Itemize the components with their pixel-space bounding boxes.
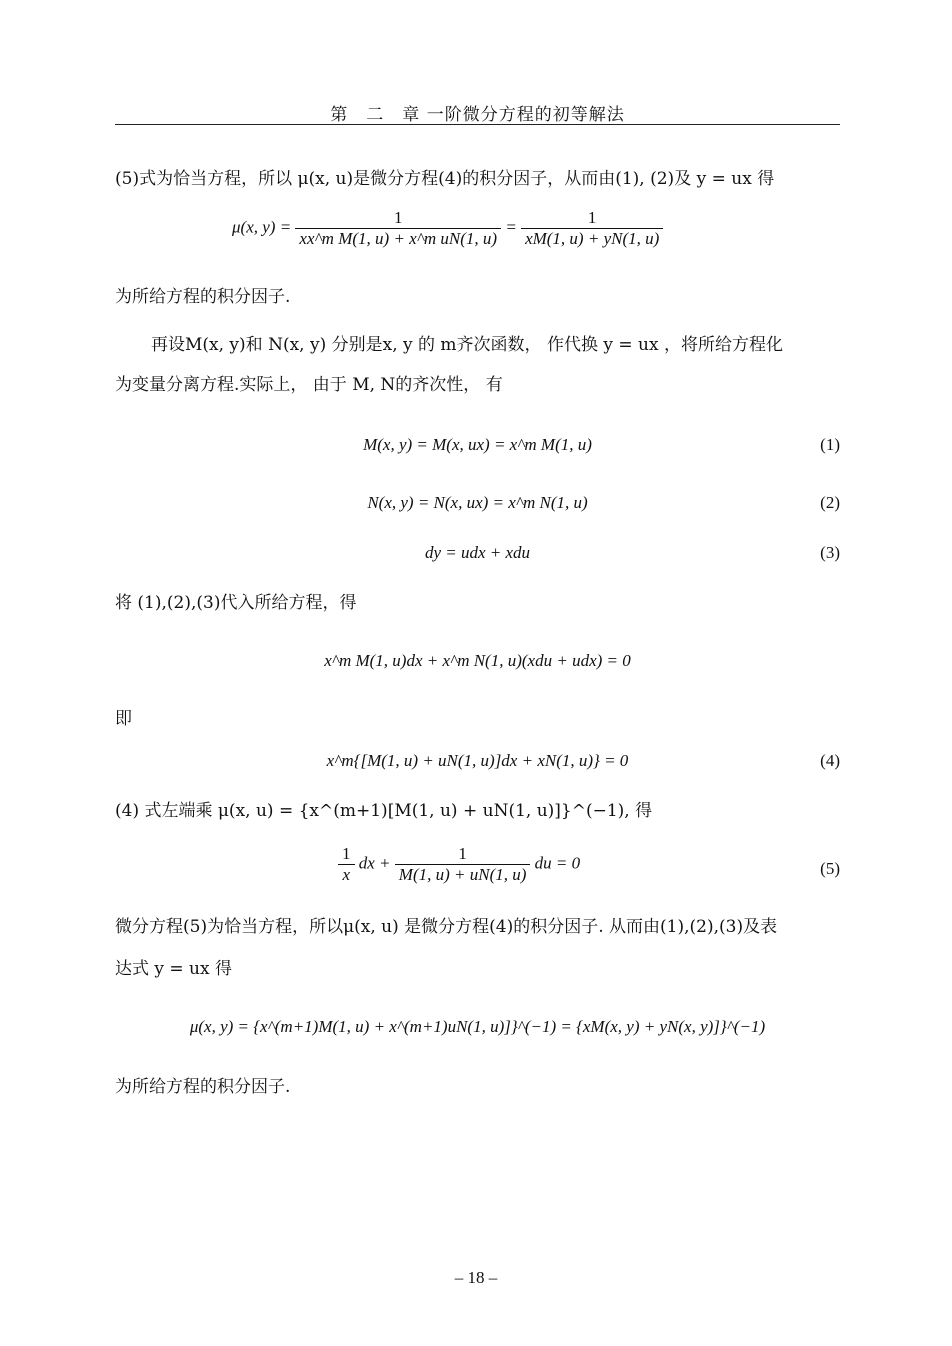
paragraph-1: (5)式为恰当方程，所以 μ(x, u)是微分方程(4)的积分因子，从而由(1), (2)及 y = ux 得: [115, 169, 775, 189]
equation-1: M(x, y) = M(x, ux) = x^m M(1, u): [363, 435, 592, 454]
eq-mu1-denominator-1: xx^m M(1, u) + x^m uN(1, u): [295, 228, 501, 249]
eq-mu1-denominator-2: xM(1, u) + yN(1, u): [521, 228, 663, 249]
eq-mu1-lhs: μ(x, y) =: [232, 217, 292, 237]
paragraph-7-line-2: 达式 y = ux 得: [115, 959, 232, 979]
eq5-numerator-1: 1: [342, 844, 351, 863]
eq-mu1-fraction-1: [295, 208, 501, 249]
paragraph-5: 即: [115, 709, 132, 729]
eq5-denominator-2: M(1, u) + uN(1, u): [395, 864, 531, 885]
eq5-denominator-1: x: [338, 864, 355, 885]
eq-mu1-equals: =: [505, 217, 517, 237]
equation-2: N(x, y) = N(x, ux) = x^m N(1, u): [367, 493, 588, 512]
eq5-numerator-2: 1: [458, 844, 467, 863]
paragraph-8: 为所给方程的积分因子.: [115, 1077, 291, 1097]
equation-mu-1: [232, 208, 663, 249]
equation-5-number: (5): [820, 859, 840, 878]
paragraph-6: (4) 式左端乘 μ(x, u) = {x^(m+1)[M(1, u) + uN(1, u)]}^(−1), 得: [115, 801, 653, 821]
eq5-fraction-2: [395, 844, 531, 885]
equation-3-number: (3): [820, 543, 840, 562]
paragraph-3-line-2: 为变量分离方程.实际上， 由于 M, N的齐次性， 有: [115, 375, 503, 395]
equation-5: [338, 844, 580, 885]
equation-3: dy = udx + xdu: [424, 543, 531, 562]
paragraph-3-line-1: 再设M(x, y)和 N(x, y) 分别是x, y 的 m齐次函数， 作代换 y = ux ，将所给方程化: [151, 335, 783, 355]
equation-4-number: (4): [820, 751, 840, 770]
eq-mu1-numerator-1: 1: [394, 208, 403, 227]
eq5-middle: dx +: [358, 853, 391, 873]
paragraph-2: 为所给方程的积分因子.: [115, 287, 291, 307]
paragraph-4: 将 (1),(2),(3)代入所给方程，得: [115, 593, 357, 613]
header-rule: [115, 124, 840, 125]
equation-substituted: x^m M(1, u)dx + x^m N(1, u)(xdu + udx) = 0: [324, 651, 631, 670]
page-number: – 18 –: [454, 1268, 498, 1287]
equation-2-number: (2): [820, 493, 840, 512]
eq-mu1-fraction-2: [521, 208, 663, 249]
eq5-end: du = 0: [534, 853, 581, 873]
paragraph-7-line-1: 微分方程(5)为恰当方程，所以μ(x, u) 是微分方程(4)的积分因子. 从而由(1),(2),(3)及表: [115, 917, 778, 937]
eq5-fraction-1: [338, 844, 355, 885]
equation-4: x^m{[M(1, u) + uN(1, u)]dx + xN(1, u)} = 0: [326, 751, 629, 770]
running-header: 第 二 章 一阶微分方程的初等解法: [330, 105, 625, 125]
equation-1-number: (1): [820, 435, 840, 454]
equation-final: μ(x, y) = {x^(m+1)M(1, u) + x^(m+1)uN(1, u)]}^(−1) = {xM(x, y) + yN(x, y)]}^(−1): [189, 1017, 766, 1036]
eq-mu1-numerator-2: 1: [587, 208, 597, 227]
